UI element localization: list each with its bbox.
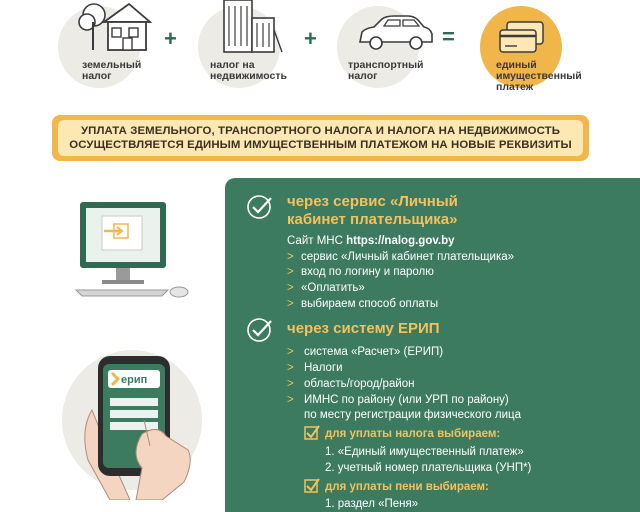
method-2-step: система «Расчет» (ЕРИП): [304, 346, 444, 358]
erip-app-label: ерип: [121, 374, 148, 386]
phone-hand-illustration: [70, 350, 200, 500]
chevron-right-icon: >: [287, 346, 294, 358]
method-1-step: сервис «Личный кабинет плательщика»: [301, 251, 515, 263]
chevron-right-icon: >: [287, 282, 294, 294]
method-1-step: «Оплатить»: [301, 282, 365, 294]
method-2-step-continuation: по месту регистрации физического лица: [304, 409, 521, 421]
chevron-right-icon: >: [287, 298, 294, 310]
check-circle-icon: [246, 193, 274, 221]
land-tax-label: земельный налог: [82, 59, 142, 82]
info-banner: [52, 115, 589, 161]
checkbox-checked-icon: [304, 478, 320, 494]
plus-sign-2: +: [304, 26, 317, 51]
house-tree-icon: [74, 0, 154, 56]
tax-service-site: Сайт МНС https://nalog.gov.by: [287, 235, 455, 247]
method-2-title: через систему ЕРИП: [287, 320, 440, 337]
banner-line-1: УПЛАТА ЗЕМЕЛЬНОГО, ТРАНСПОРТНОГО НАЛОГА И НАЛОГА НА НЕДВИЖИМОСТЬ: [80, 125, 561, 137]
checkbox-checked-icon: [304, 425, 320, 441]
penalty-heading: для уплаты пени выбираем:: [325, 481, 489, 493]
method-1-title-line-1: через сервис «Личный: [287, 193, 458, 210]
method-1-step: вход по логину и паролю: [301, 266, 434, 278]
method-2-step: ИМНС по району (или УРП по району): [304, 394, 509, 406]
method-1-title-line-2: кабинет плательщика»: [287, 211, 458, 228]
chevron-right-icon: >: [287, 362, 294, 374]
computer-illustration: [72, 196, 192, 300]
chevron-right-icon: >: [287, 266, 294, 278]
method-2-step: Налоги: [304, 362, 343, 374]
chevron-right-icon: >: [287, 251, 294, 263]
method-2-step: область/город/район: [304, 378, 415, 390]
method-1-step: выбираем способ оплаты: [301, 298, 439, 310]
banner-line-2: ОСУЩЕСТВЛЯЕТСЯ ЕДИНЫМ ИМУЩЕСТВЕННЫМ ПЛАТЕЖОМ НА НОВЫЕ РЕКВИЗИТЫ: [69, 139, 572, 151]
chevron-right-icon: >: [287, 394, 294, 406]
equals-sign: =: [442, 24, 455, 49]
tax-choice-item: 2. учетный номер плательщика (УНП*): [325, 462, 532, 474]
plus-sign: +: [164, 26, 177, 51]
buildings-icon: [218, 0, 288, 56]
tax-choice-heading: для уплаты налога выбираем:: [325, 428, 501, 440]
unified-payment-label: единый имущественный платеж: [496, 59, 582, 93]
property-tax-label: налог на недвижимость: [210, 59, 287, 82]
chevron-right-icon: >: [287, 378, 294, 390]
penalty-item: 1. раздел «Пеня»: [325, 498, 419, 510]
site-url-link[interactable]: https://nalog.gov.by: [346, 235, 455, 247]
tax-choice-item: 1. «Единый имущественный платеж»: [325, 446, 524, 458]
check-circle-icon: [246, 316, 274, 344]
transport-tax-label: транспортный налог: [348, 59, 424, 82]
car-icon: [356, 14, 434, 54]
cards-icon: [497, 20, 547, 60]
